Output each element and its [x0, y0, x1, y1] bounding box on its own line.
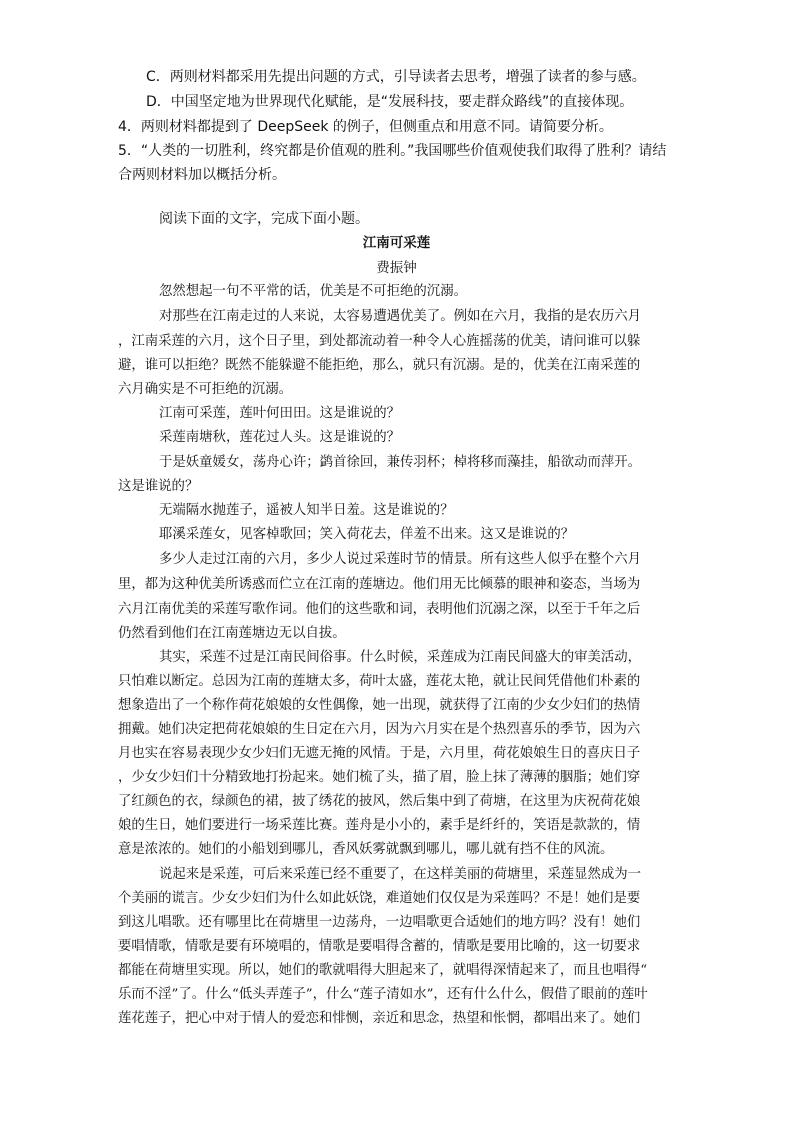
article-line: 意是浓浓的。她们的小船划到哪儿，香风妖雾就飘到哪儿，哪儿就有挡不住的风流。 [118, 842, 614, 857]
article-line: 避，谁可以拒绝？既然不能躲避不能拒绝，那么，就只有沉溺。是的，优美在江南采莲的 [118, 358, 641, 373]
article-line: ，少女少妇们十分精致地打扮起来。她们梳了头，描了眉，脸上抹了薄薄的胭脂；她们穿 [118, 770, 641, 785]
option-c: C．两则材料都采用先提出问题的方式，引导读者去思考，增强了读者的参与感。 [146, 69, 646, 85]
article-line: 多少人走过江南的六月，多少人说过采莲时节的情景。所有这些人似乎在整个六月 [159, 552, 642, 567]
article-line: 月也实在容易表现少女少妇们无遮无掩的风情。于是，六月里，荷花娘娘生日的喜庆日子 [118, 746, 641, 761]
article-title: 江南可采莲 [362, 235, 431, 251]
option-d: D．中国坚定地为世界现代化赋能，是“发展科技，要走群众路线”的直接体现。 [146, 94, 634, 110]
article-line: 六月江南优美的采莲写歌作词。他们的这些歌和词，表明他们沉溺之深，以至于千年之后 [118, 602, 641, 617]
question-5-line-1: 5．“人类的一切胜利，终究都是价值观的胜利。”我国哪些价值观使我们取得了胜利？请结 [118, 143, 667, 159]
article-line: 忽然想起一句不平常的话，优美是不可拒绝的沉溺。 [159, 284, 467, 299]
article-line: 到这儿唱歌。还有哪里比在荷塘里一边荡舟，一边唱歌更合适她们的地方吗？没有！她们 [118, 915, 641, 930]
article-line: 乐而不淫”了。什么“低头弄莲子”，什么“莲子清如水”，还有什么什么，假借了眼前的莲叶 [118, 987, 648, 1002]
article-line: 对那些在江南走过的人来说，太容易遭遇优美了。例如在六月，我指的是农历六月 [159, 309, 642, 324]
article-line: 这是谁说的？ [118, 479, 199, 494]
article-line: 其实，采莲不过是江南民间俗事。什么时候，采莲成为江南民间盛大的审美活动， [159, 650, 642, 665]
article-line: 六月确实是不可拒绝的沉溺。 [118, 382, 293, 397]
article-line: 无端隔水抛莲子，遥被人知半日羞。这是谁说的？ [159, 503, 454, 518]
article-line: 耶溪采莲女，见客棹歌回；笑入荷花去，佯羞不出来。这又是谁说的？ [159, 527, 575, 542]
article-line: ，江南采莲的六月，这个日子里，到处都流动着一种令人心旌摇荡的优美，请问谁可以躲 [118, 334, 641, 349]
article-line: 只怕难以断定。总因为江南的莲塘太多，荷叶太盛，莲花太艳，就让民间凭借他们朴素的 [118, 674, 641, 689]
article-line: 都能在荷塘里实现。所以，她们的歌就唱得大胆起来了，就唱得深情起来了，而且也唱得“ [118, 963, 648, 978]
article-line: 江南可采莲，莲叶何田田。这是谁说的？ [159, 406, 401, 421]
question-4: 4．两则材料都提到了 DeepSeek 的例子，但侧重点和用意不同。请简要分析。 [118, 119, 613, 135]
article-line: 里，都为这种优美所诱惑而伫立在江南的莲塘边。他们用无比倾慕的眼神和姿态，当场为 [118, 577, 641, 592]
article-line: 莲花莲子，把心中对于情人的爱恋和悱恻，亲近和思念，热望和怅惘，都唱出来了。她们 [118, 1011, 641, 1026]
article-line: 仍然看到他们在江南莲塘边无以自拔。 [118, 626, 346, 641]
article-line: 于是妖童媛女，荡舟心许；鹢首徐回，兼传羽杯；棹将移而藻挂，船欲动而萍开。 [159, 455, 642, 470]
article-line: 娘的生日，她们要进行一场采莲比赛。莲舟是小小的，素手是纤纤的，笑语是款款的，情 [118, 818, 641, 833]
question-5-line-2: 合两则材料加以概括分析。 [118, 167, 286, 183]
reading-instruction: 阅读下面的文字，完成下面小题。 [159, 211, 369, 227]
article-line: 了红颜色的衣，绿颜色的裙，披了绣花的披风，然后集中到了荷塘，在这里为庆祝荷花娘 [118, 794, 641, 809]
article-line: 采莲南塘秋，莲花过人头。这是谁说的？ [159, 430, 401, 445]
article-line: 说起来是采莲，可后来采莲已经不重要了，在这样美丽的荷塘里，采莲显然成为一 [159, 867, 642, 882]
article-author: 费振钟 [376, 260, 417, 276]
article-line: 要唱情歌，情歌是要有环境唱的，情歌是要唱得含蓄的，情歌是要用比喻的，这一切要求 [118, 939, 641, 954]
article-line: 拥戴。她们决定把荷花娘娘的生日定在六月，因为六月实在是个热烈喜乐的季节，因为六 [118, 722, 641, 737]
article-line: 个美丽的谎言。少女少妇们为什么如此妖饶，难道她们仅仅是为采莲吗？不是！她们是要 [118, 891, 641, 906]
article-line: 想象造出了一个称作荷花娘娘的女性偶像，她一出现，就获得了江南的少女少妇们的热情 [118, 698, 641, 713]
